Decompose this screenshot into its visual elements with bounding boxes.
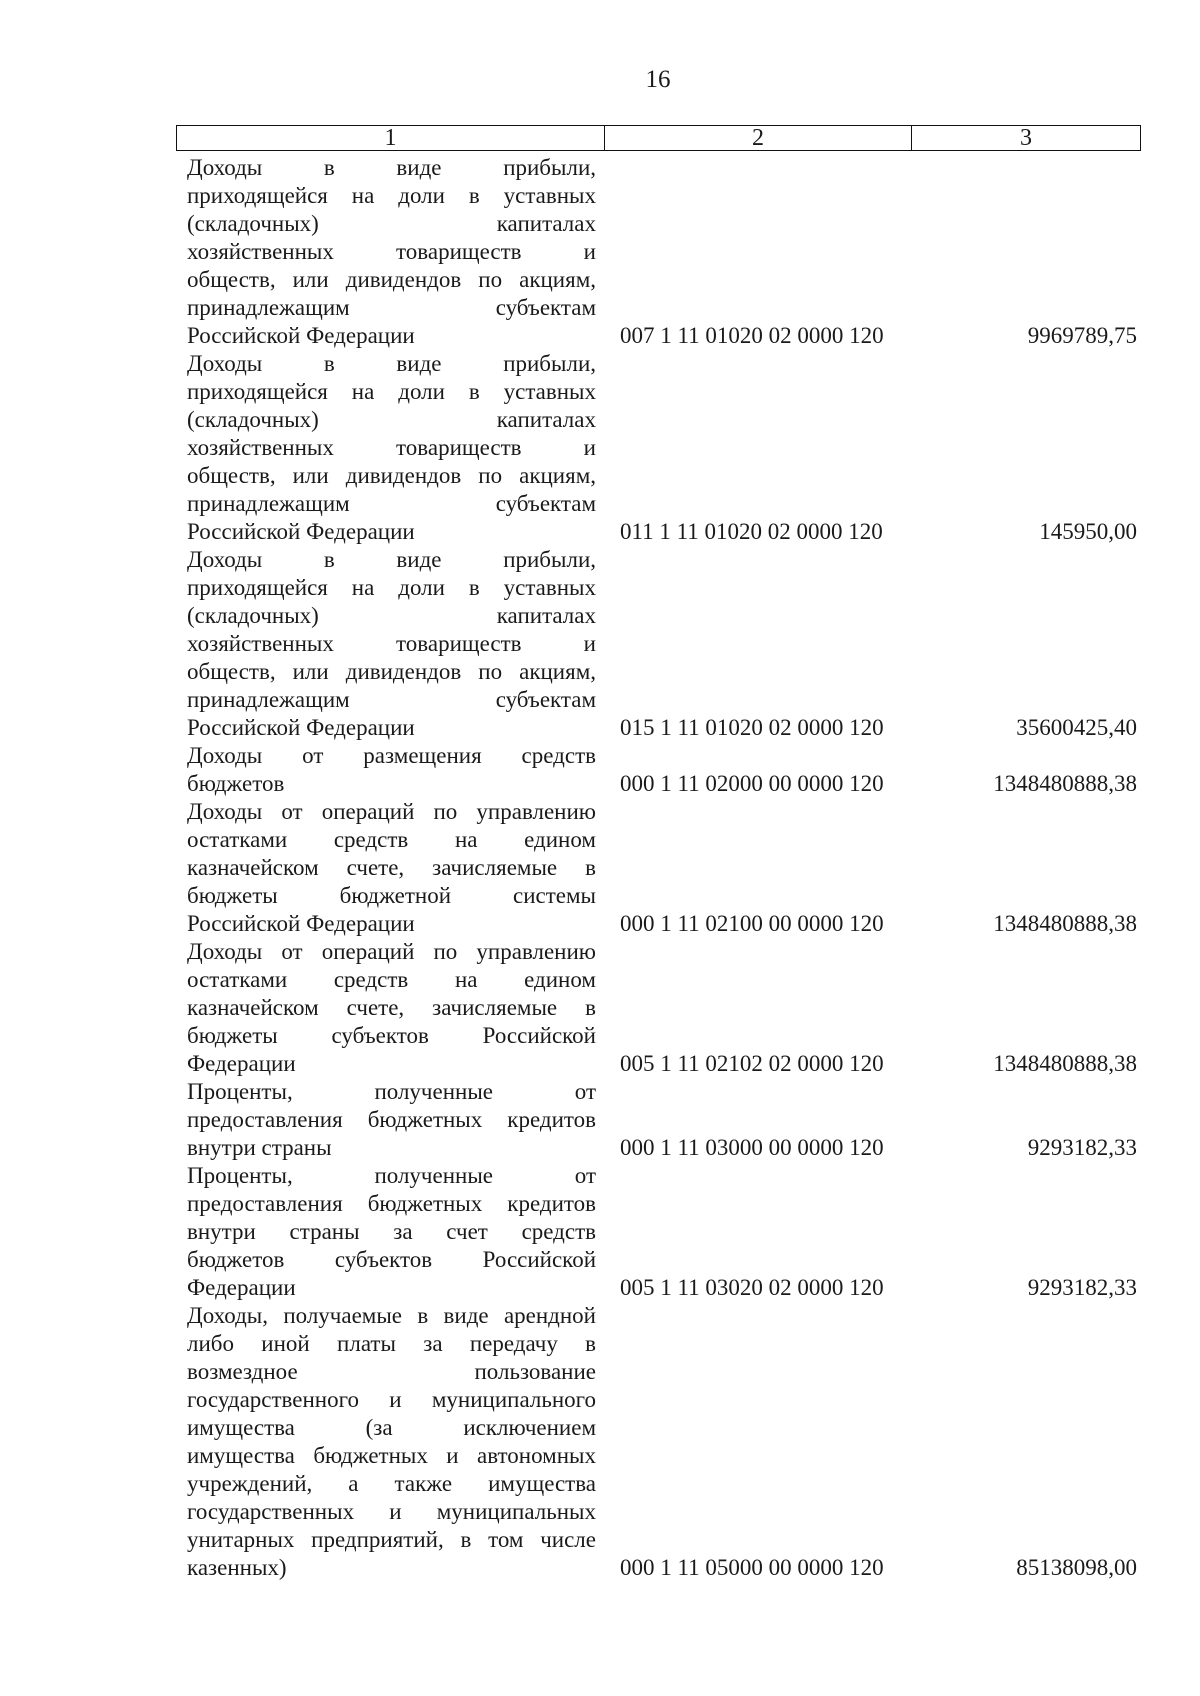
row-description bbox=[187, 742, 596, 798]
description-line: Федерации bbox=[187, 1275, 296, 1300]
table-row bbox=[187, 154, 1137, 350]
description-line: хозяйственных товариществ и bbox=[187, 239, 596, 264]
description-line: предоставления бюджетных кредитов bbox=[187, 1191, 596, 1216]
amount-value: 9293182,33 bbox=[1027, 1135, 1137, 1160]
budget-classification-code: 005 1 11 03020 02 0000 120 bbox=[620, 1275, 884, 1300]
description-line: приходящейся на доли в уставных bbox=[187, 379, 596, 404]
description-line: принадлежащим субъектам bbox=[187, 295, 596, 320]
header-col-3: 3 bbox=[1020, 124, 1032, 151]
description-line: Проценты, полученные от bbox=[187, 1163, 596, 1188]
description-line: приходящейся на доли в уставных bbox=[187, 183, 596, 208]
description-line: Доходы от размещения средств bbox=[187, 743, 596, 768]
description-line: имущества (за исключением bbox=[187, 1415, 596, 1440]
description-line: казначейском счете, зачисляемые в bbox=[187, 995, 596, 1020]
row-description bbox=[187, 1078, 596, 1162]
description-line: остатками средств на едином bbox=[187, 967, 596, 992]
description-line: казенных) bbox=[187, 1555, 287, 1580]
row-description bbox=[187, 546, 596, 742]
description-line: внутри страны за счет средств bbox=[187, 1219, 596, 1244]
table-row bbox=[187, 350, 1137, 546]
budget-classification-code: 000 1 11 02100 00 0000 120 bbox=[620, 911, 884, 936]
description-line: Российской Федерации bbox=[187, 715, 415, 740]
description-line: внутри страны bbox=[187, 1135, 332, 1160]
description-line: бюджеты бюджетной системы bbox=[187, 883, 596, 908]
amount-value: 9969789,75 bbox=[1027, 323, 1137, 348]
table-row bbox=[187, 798, 1137, 938]
budget-classification-code: 015 1 11 01020 02 0000 120 bbox=[620, 715, 884, 740]
description-line: бюджетов субъектов Российской bbox=[187, 1247, 596, 1272]
description-line: Доходы в виде прибыли, bbox=[187, 155, 596, 180]
row-description bbox=[187, 154, 596, 350]
amount-value: 35600425,40 bbox=[1016, 715, 1137, 740]
row-description bbox=[187, 938, 596, 1078]
description-line: обществ, или дивидендов по акциям, bbox=[187, 659, 596, 684]
description-line: Федерации bbox=[187, 1051, 296, 1076]
budget-classification-code: 011 1 11 01020 02 0000 120 bbox=[620, 519, 883, 544]
description-line: Российской Федерации bbox=[187, 323, 415, 348]
description-line: Проценты, полученные от bbox=[187, 1079, 596, 1104]
header-col-2: 2 bbox=[605, 126, 912, 150]
description-line: (складочных) капиталах bbox=[187, 211, 596, 236]
description-line: обществ, или дивидендов по акциям, bbox=[187, 463, 596, 488]
description-line: либо иной платы за передачу в bbox=[187, 1331, 596, 1356]
amount-value: 1348480888,38 bbox=[993, 771, 1137, 796]
description-line: приходящейся на доли в уставных bbox=[187, 575, 596, 600]
description-line: государственного и муниципального bbox=[187, 1387, 596, 1412]
amount-value: 1348480888,38 bbox=[993, 1051, 1137, 1076]
description-line: Российской Федерации bbox=[187, 911, 415, 936]
amount-value: 85138098,00 bbox=[1016, 1555, 1137, 1580]
description-line: имущества бюджетных и автономных bbox=[187, 1443, 596, 1468]
description-line: (складочных) капиталах bbox=[187, 603, 596, 628]
table-row bbox=[187, 1302, 1137, 1582]
table-row bbox=[187, 1078, 1137, 1162]
header-col-1: 1 bbox=[177, 126, 605, 150]
description-line: предоставления бюджетных кредитов bbox=[187, 1107, 596, 1132]
description-line: Доходы в виде прибыли, bbox=[187, 547, 596, 572]
amount-value: 1348480888,38 bbox=[993, 911, 1137, 936]
table-row bbox=[187, 938, 1137, 1078]
description-line: возмездное пользование bbox=[187, 1359, 596, 1384]
table-row bbox=[187, 546, 1137, 742]
row-description bbox=[187, 1302, 596, 1582]
description-line: принадлежащим субъектам bbox=[187, 687, 596, 712]
amount-value: 145950,00 bbox=[1039, 519, 1137, 544]
table-body bbox=[187, 154, 1137, 1582]
row-description bbox=[187, 798, 596, 938]
page-number: 16 bbox=[645, 66, 671, 93]
description-line: бюджеты субъектов Российской bbox=[187, 1023, 596, 1048]
description-line: Доходы в виде прибыли, bbox=[187, 351, 596, 376]
description-line: Доходы, получаемые в виде арендной bbox=[187, 1303, 596, 1328]
budget-classification-code: 000 1 11 02000 00 0000 120 bbox=[620, 771, 884, 796]
description-line: остатками средств на едином bbox=[187, 827, 596, 852]
description-line: учреждений, а также имущества bbox=[187, 1471, 596, 1496]
budget-classification-code: 005 1 11 02102 02 0000 120 bbox=[620, 1051, 884, 1076]
table-row bbox=[187, 1162, 1137, 1302]
description-line: казначейском счете, зачисляемые в bbox=[187, 855, 596, 880]
table-header bbox=[176, 125, 1141, 151]
row-description bbox=[187, 350, 596, 546]
description-line: Доходы от операций по управлению bbox=[187, 799, 596, 824]
description-line: хозяйственных товариществ и bbox=[187, 435, 596, 460]
description-line: унитарных предприятий, в том числе bbox=[187, 1527, 596, 1552]
description-line: (складочных) капиталах bbox=[187, 407, 596, 432]
description-line: государственных и муниципальных bbox=[187, 1499, 596, 1524]
row-description bbox=[187, 1162, 596, 1302]
table-row bbox=[187, 742, 1137, 798]
budget-classification-code: 007 1 11 01020 02 0000 120 bbox=[620, 323, 884, 348]
description-line: хозяйственных товариществ и bbox=[187, 631, 596, 656]
budget-classification-code: 000 1 11 05000 00 0000 120 bbox=[620, 1555, 884, 1580]
description-line: Российской Федерации bbox=[187, 519, 415, 544]
budget-classification-code: 000 1 11 03000 00 0000 120 bbox=[620, 1135, 884, 1160]
description-line: принадлежащим субъектам bbox=[187, 491, 596, 516]
description-line: обществ, или дивидендов по акциям, bbox=[187, 267, 596, 292]
description-line: бюджетов bbox=[187, 771, 285, 796]
description-line: Доходы от операций по управлению bbox=[187, 939, 596, 964]
amount-value: 9293182,33 bbox=[1027, 1275, 1137, 1300]
